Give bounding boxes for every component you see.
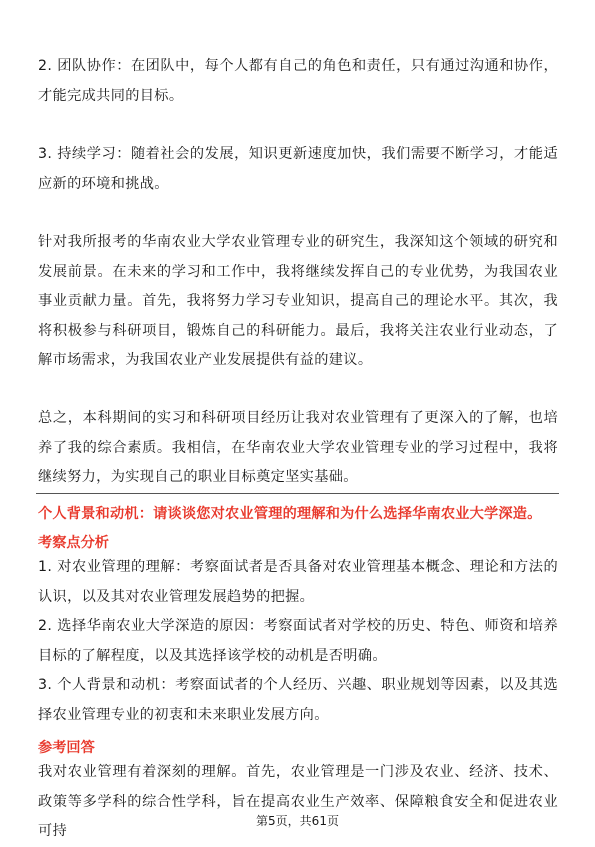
body-paragraph-plan: 针对我所报考的华南农业大学农业管理专业的研究生，我深知这个领域的研究和发展前景。在未来的学习和工作中，我将继续发挥自己的专业优势，为我国农业事业贡献力量。首先，我将努力学习专业知识，提高自己的理论水平。其次，我将积极参与科研项目，锻炼自己的科研能力。最后，我将关注农业行业动态，了解市场需求，为我国农业产业发展提供有益的建议。 bbox=[38, 234, 558, 369]
section-divider bbox=[36, 493, 559, 494]
page-number-footer: 第5页，共61页 bbox=[256, 814, 339, 828]
answer-text: 我对农业管理有着深刻的理解。首先，农业管理是一门涉及农业、经济、技术、政策等多学科的综合性学科，旨在提高农业生产效率、保障粮食安全和促进农业可持 bbox=[38, 764, 558, 840]
answer-heading: 参考回答 bbox=[38, 740, 95, 756]
body-paragraph-conclusion: 总之，本科期间的实习和科研项目经历让我对农业管理有了更深入的了解，也培养了我的综合素质。我相信，在华南农业大学农业管理专业的学习过程中，我将继续努力，为实现自己的职业目标奠定坚实基础。 bbox=[38, 410, 558, 486]
analysis-point-2: 2. 选择华南农业大学深造的原因：考察面试者对学校的历史、特色、师资和培养目标的了解程度，以及其选择该学校的动机是否明确。 bbox=[38, 618, 558, 664]
analysis-point-1: 1. 对农业管理的理解：考察面试者是否具备对农业管理基本概念、理论和方法的认识，以及其对农业管理发展趋势的把握。 bbox=[38, 559, 558, 605]
body-paragraph-teamwork: 2. 团队协作：在团队中，每个人都有自己的角色和责任，只有通过沟通和协作，才能完成共同的目标。 bbox=[38, 58, 558, 104]
interview-question: 个人背景和动机：请谈谈您对农业管理的理解和为什么选择华南农业大学深造。 bbox=[38, 506, 542, 522]
body-paragraph-learning: 3. 持续学习：随着社会的发展，知识更新速度加快，我们需要不断学习，才能适应新的环境和挑战。 bbox=[38, 146, 558, 192]
analysis-point-3: 3. 个人背景和动机：考察面试者的个人经历、兴趣、职业规划等因素，以及其选择农业管理专业的初衷和未来职业发展方向。 bbox=[38, 677, 558, 723]
analysis-heading: 考察点分析 bbox=[38, 535, 109, 551]
